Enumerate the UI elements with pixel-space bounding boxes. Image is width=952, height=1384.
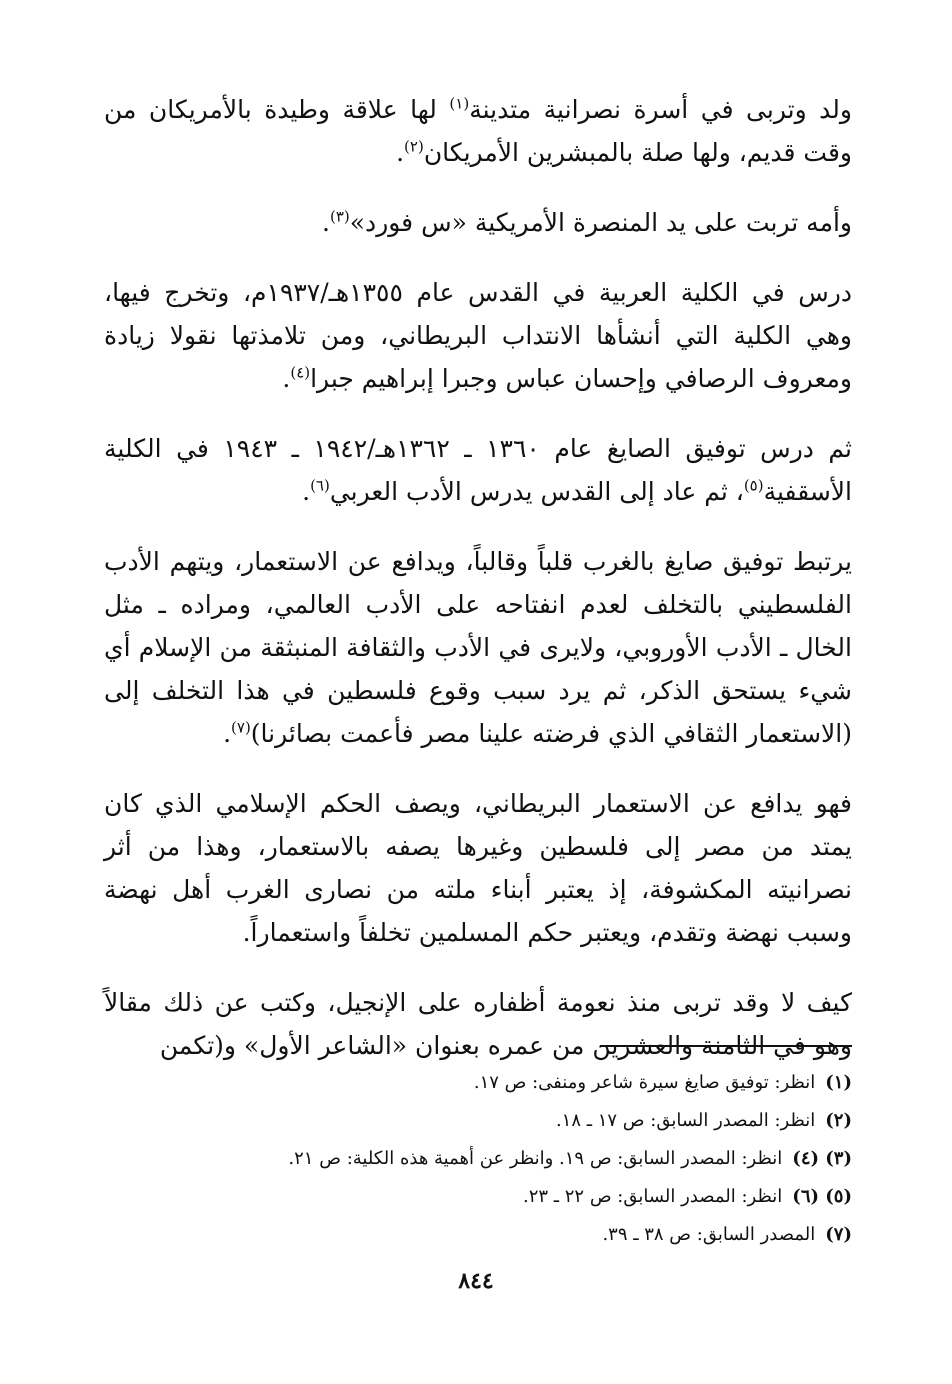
paragraph-text: درس في الكلية العربية في القدس عام ١٣٥٥هـ/١٩٣٧م، وتخرج فيها، وهي الكلية التي أنشأها الانتداب البريطاني، ومن تلامذتها نقولا زيادة ومعروف الرصافي وإحسان عباس وجبرا إبراهيم جبرا <box>104 278 852 393</box>
paragraph-text: لها علاقة وطيدة بالأمريكان من وقت قديم، ولها صلة بالمبشرين الأمريكان <box>104 95 852 167</box>
paragraph-text: . <box>396 138 405 167</box>
footnote-ref: (٤) <box>290 363 311 382</box>
footnote-ref: (٣) <box>329 207 350 226</box>
footnote-ref: (٥) <box>743 476 764 495</box>
footnote <box>152 1216 852 1254</box>
paragraph-text: . <box>223 719 232 748</box>
body-paragraph <box>104 782 852 954</box>
footnote-separator <box>600 1045 852 1047</box>
paragraph-text: . <box>322 208 330 237</box>
footnote-number: (٧) <box>825 1224 852 1245</box>
page-body <box>104 88 852 1094</box>
footnote-number: (٢) <box>825 1110 852 1131</box>
footnote-number: (٣) (٤) <box>792 1148 852 1169</box>
paragraph-text: فهو يدافع عن الاستعمار البريطاني، ويصف الحكم الإسلامي الذي كان يمتد من مصر إلى فلسطين وغيرها يصفه بالاستعمار، وهذا من أثر نصرانيته المكشوفة، إذ يعتبر أبناء ملته من نصارى الغرب أهل نهضة وسبب نهضة وتقدم، ويعتبر حكم المسلمين تخلفاً واستعماراً. <box>104 789 852 947</box>
footnote <box>152 1178 852 1216</box>
paragraph-text: ثم درس توفيق الصايغ عام ١٣٦٠ ـ ١٣٦٢هـ/١٩٤٢ ـ ١٩٤٣ في الكلية الأسقفية <box>104 434 852 506</box>
footnote-ref: (٦) <box>310 476 330 495</box>
paragraph-text: ولد وتربى في أسرة نصرانية متدينة <box>469 95 852 124</box>
footnote <box>152 1102 852 1140</box>
footnote-text: انظر: المصدر السابق: ص ١٩. وانظر عن أهمية هذه الكلية: ص ٢١. <box>288 1148 783 1169</box>
footnote <box>152 1064 852 1102</box>
footnote-text: انظر: المصدر السابق: ص ٢٢ ـ ٢٣. <box>522 1186 783 1207</box>
footnote-number: (٥) (٦) <box>792 1186 852 1207</box>
paragraph-text: وأمه تربت على يد المنصرة الأمريكية «س فورد» <box>349 208 852 237</box>
footnote-ref: (١) <box>449 94 470 113</box>
body-paragraph <box>104 540 852 755</box>
page-number: ٨٤٤ <box>458 1268 494 1294</box>
paragraph-text: يرتبط توفيق صايغ بالغرب قلباً وقالباً، ويدافع عن الاستعمار، ويتهم الأدب الفلسطيني بالتخلف لعدم انفتاحه على الأدب العالمي، ومراده ـ مثل الخال ـ الأدب الأوروبي، ولايرى في الأدب والثقافة المنبثقة من الإسلام أي شيء يستحق الذكر، ثم يرد سبب وقوع فلسطين في هذا التخلف إلى (الاستعمار الثقافي الذي فرضته علينا مصر فأعمت بصائرنا) <box>104 547 852 748</box>
footnote-number: (١) <box>825 1072 852 1093</box>
footnote-text: انظر: المصدر السابق: ص ١٧ ـ ١٨. <box>555 1110 816 1131</box>
paragraph-text: . <box>302 477 311 506</box>
body-paragraph <box>104 427 852 513</box>
paragraph-text: كيف لا وقد تربى منذ نعومة أظفاره على الإنجيل، وكتب عن ذلك مقالاً وهو في الثامنة والعشرين من عمره بعنوان «الشاعر الأول» و(تكمن <box>104 988 852 1060</box>
paragraph-text: . <box>282 364 291 393</box>
footnotes-list <box>152 1064 852 1254</box>
footnote-ref: (٢) <box>404 137 424 156</box>
footnote-text: انظر: توفيق صايغ سيرة شاعر ومنفى: ص ١٧. <box>473 1072 816 1093</box>
body-paragraph <box>104 88 852 174</box>
footnote-ref: (٧) <box>231 718 251 737</box>
body-paragraph <box>104 271 852 400</box>
footnote <box>152 1140 852 1178</box>
body-paragraph <box>104 201 852 244</box>
paragraph-text: ، ثم عاد إلى القدس يدرس الأدب العربي <box>329 477 744 506</box>
body-paragraph <box>104 981 852 1067</box>
footnote-text: المصدر السابق: ص ٣٨ ـ ٣٩. <box>602 1224 816 1245</box>
